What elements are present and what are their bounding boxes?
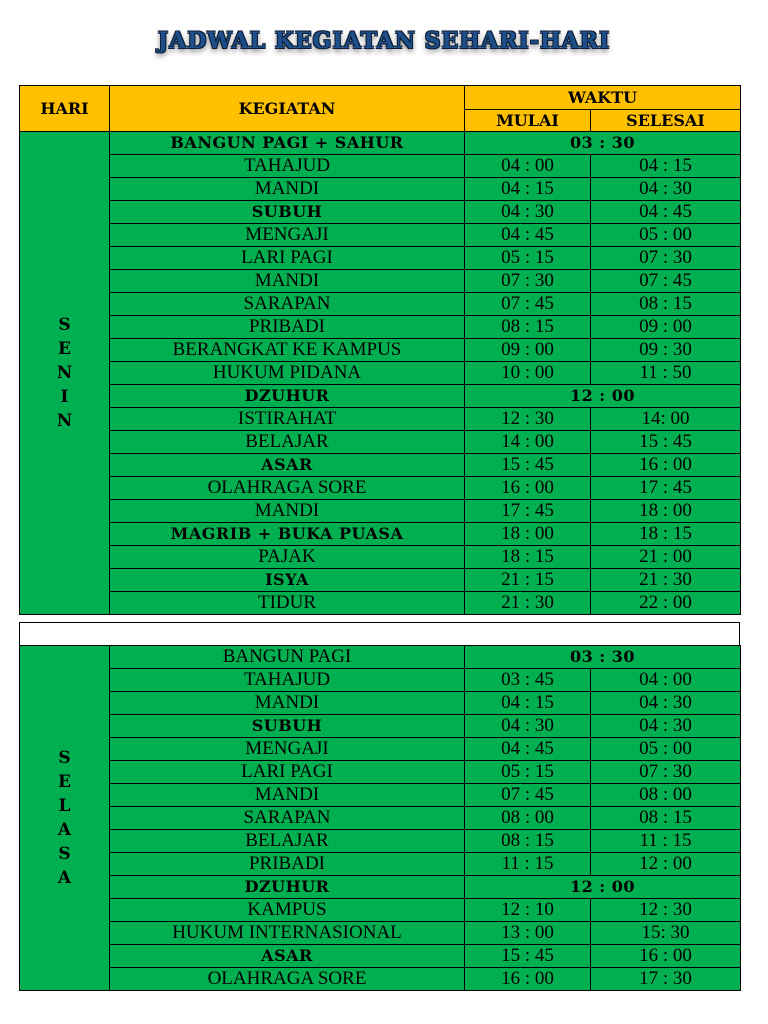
table-row (20, 692, 741, 715)
table-row (20, 715, 741, 738)
start-time-cell: 04 : 30 (465, 715, 591, 738)
schedule-table-selasa (19, 645, 741, 991)
end-time-cell: 11 : 15 (591, 830, 741, 853)
end-time-cell: 04 : 00 (591, 669, 741, 692)
header-kegiatan: KEGIATAN (110, 86, 465, 132)
end-time-cell: 11 : 50 (591, 362, 741, 385)
end-time-cell: 16 : 00 (591, 454, 741, 477)
start-time-cell: 15 : 45 (465, 945, 591, 968)
table-row (20, 546, 741, 569)
day-letter: E (58, 772, 71, 792)
end-time-cell: 09 : 30 (591, 339, 741, 362)
activity-cell: LARI PAGI (110, 761, 465, 784)
day-letter: S (58, 315, 71, 335)
table-row (20, 339, 741, 362)
day-letter: I (60, 387, 69, 407)
table-row (20, 899, 741, 922)
end-time-cell: 09 : 00 (591, 316, 741, 339)
activity-cell: SUBUH (110, 201, 465, 224)
activity-cell: SARAPAN (110, 807, 465, 830)
header-selesai: SELESAI (591, 110, 741, 132)
start-time-cell: 15 : 45 (465, 454, 591, 477)
start-time-cell: 04 : 45 (465, 224, 591, 247)
end-time-cell: 21 : 00 (591, 546, 741, 569)
activity-cell: MANDI (110, 784, 465, 807)
end-time-cell: 07 : 30 (591, 247, 741, 270)
activity-cell: TAHAJUD (110, 155, 465, 178)
header-row (20, 86, 741, 110)
activity-cell: ISYA (110, 569, 465, 592)
table-row (20, 569, 741, 592)
activity-cell: BERANGKAT KE KAMPUS (110, 339, 465, 362)
end-time-cell: 18 : 00 (591, 500, 741, 523)
end-time-cell: 18 : 15 (591, 523, 741, 546)
activity-cell: PAJAK (110, 546, 465, 569)
end-time-cell: 07 : 30 (591, 761, 741, 784)
activity-cell: OLAHRAGA SORE (110, 477, 465, 500)
table-row (20, 853, 741, 876)
day-letter: S (58, 748, 71, 768)
end-time-cell: 04 : 30 (591, 178, 741, 201)
schedule-table-senin (19, 85, 741, 615)
start-time-cell: 16 : 00 (465, 968, 591, 991)
activity-cell: ASAR (110, 945, 465, 968)
activity-cell: LARI PAGI (110, 247, 465, 270)
day-label-selasa (20, 646, 110, 991)
end-time-cell: 04 : 30 (591, 715, 741, 738)
start-time-cell: 11 : 15 (465, 853, 591, 876)
table-row (20, 316, 741, 339)
end-time-cell: 12 : 00 (591, 853, 741, 876)
end-time-cell: 21 : 30 (591, 569, 741, 592)
start-time-cell: 21 : 15 (465, 569, 591, 592)
day-label-senin (20, 132, 110, 615)
header-mulai: MULAI (465, 110, 591, 132)
start-time-cell: 16 : 00 (465, 477, 591, 500)
table-row (20, 738, 741, 761)
table-row (20, 385, 741, 408)
time-cell-merged: 12 : 00 (465, 385, 741, 408)
start-time-cell: 13 : 00 (465, 922, 591, 945)
end-time-cell: 12 : 30 (591, 899, 741, 922)
page-title: JADWAL KEGIATAN SEHARI-HARI (157, 28, 611, 54)
activity-cell: MANDI (110, 500, 465, 523)
start-time-cell: 18 : 15 (465, 546, 591, 569)
start-time-cell: 12 : 30 (465, 408, 591, 431)
start-time-cell: 07 : 45 (465, 784, 591, 807)
end-time-cell: 08 : 15 (591, 807, 741, 830)
start-time-cell: 07 : 30 (465, 270, 591, 293)
start-time-cell: 04 : 00 (465, 155, 591, 178)
activity-cell: MAGRIB + BUKA PUASA (110, 523, 465, 546)
time-cell-merged: 12 : 00 (465, 876, 741, 899)
header-waktu: WAKTU (465, 86, 741, 110)
activity-cell: HUKUM INTERNASIONAL (110, 922, 465, 945)
table-row (20, 224, 741, 247)
table-row (20, 362, 741, 385)
start-time-cell: 08 : 00 (465, 807, 591, 830)
header-hari: HARI (20, 86, 110, 132)
table-row (20, 807, 741, 830)
activity-cell: MENGAJI (110, 224, 465, 247)
time-cell-merged: 03 : 30 (465, 646, 741, 669)
table-row (20, 431, 741, 454)
activity-cell: TAHAJUD (110, 669, 465, 692)
start-time-cell: 09 : 00 (465, 339, 591, 362)
start-time-cell: 12 : 10 (465, 899, 591, 922)
activity-cell: KAMPUS (110, 899, 465, 922)
table-row (20, 830, 741, 853)
end-time-cell: 08 : 15 (591, 293, 741, 316)
time-cell-merged: 03 : 30 (465, 132, 741, 155)
activity-cell: DZUHUR (110, 876, 465, 899)
end-time-cell: 15: 30 (591, 922, 741, 945)
end-time-cell: 05 : 00 (591, 738, 741, 761)
activity-cell: PRIBADI (110, 853, 465, 876)
day-letter: A (57, 820, 72, 840)
day-letter: N (56, 411, 73, 431)
end-time-cell: 04 : 45 (591, 201, 741, 224)
activity-cell: BANGUN PAGI (110, 646, 465, 669)
activity-cell: DZUHUR (110, 385, 465, 408)
activity-cell: MANDI (110, 178, 465, 201)
start-time-cell: 17 : 45 (465, 500, 591, 523)
end-time-cell: 05 : 00 (591, 224, 741, 247)
activity-cell: ISTIRAHAT (110, 408, 465, 431)
activity-cell: MANDI (110, 692, 465, 715)
end-time-cell: 08 : 00 (591, 784, 741, 807)
start-time-cell: 14 : 00 (465, 431, 591, 454)
start-time-cell: 05 : 15 (465, 247, 591, 270)
activity-cell: ASAR (110, 454, 465, 477)
table-row (20, 761, 741, 784)
table-row (20, 247, 741, 270)
table-row (20, 646, 741, 669)
activity-cell: BELAJAR (110, 830, 465, 853)
table-row (20, 408, 741, 431)
table-row (20, 477, 741, 500)
end-time-cell: 14: 00 (591, 408, 741, 431)
start-time-cell: 03 : 45 (465, 669, 591, 692)
start-time-cell: 18 : 00 (465, 523, 591, 546)
table-row (20, 201, 741, 224)
end-time-cell: 17 : 45 (591, 477, 741, 500)
start-time-cell: 05 : 15 (465, 761, 591, 784)
day-letter: N (56, 363, 73, 383)
table-row (20, 523, 741, 546)
table-row (20, 500, 741, 523)
activity-cell: SUBUH (110, 715, 465, 738)
end-time-cell: 07 : 45 (591, 270, 741, 293)
end-time-cell: 04 : 30 (591, 692, 741, 715)
start-time-cell: 04 : 15 (465, 692, 591, 715)
activity-cell: HUKUM PIDANA (110, 362, 465, 385)
start-time-cell: 04 : 30 (465, 201, 591, 224)
table-row (20, 876, 741, 899)
activity-cell: OLAHRAGA SORE (110, 968, 465, 991)
activity-cell: SARAPAN (110, 293, 465, 316)
table-row (20, 968, 741, 991)
day-separator (19, 622, 740, 646)
activity-cell: BANGUN PAGI + SAHUR (110, 132, 465, 155)
table-row (20, 784, 741, 807)
activity-cell: BELAJAR (110, 431, 465, 454)
activity-cell: MENGAJI (110, 738, 465, 761)
end-time-cell: 04 : 15 (591, 155, 741, 178)
table-row (20, 592, 741, 615)
table-row (20, 669, 741, 692)
start-time-cell: 10 : 00 (465, 362, 591, 385)
end-time-cell: 17 : 30 (591, 968, 741, 991)
start-time-cell: 08 : 15 (465, 316, 591, 339)
table-row (20, 270, 741, 293)
start-time-cell: 04 : 45 (465, 738, 591, 761)
activity-cell: PRIBADI (110, 316, 465, 339)
activity-cell: MANDI (110, 270, 465, 293)
day-letter: E (58, 339, 71, 359)
start-time-cell: 04 : 15 (465, 178, 591, 201)
table-row (20, 922, 741, 945)
end-time-cell: 15 : 45 (591, 431, 741, 454)
start-time-cell: 07 : 45 (465, 293, 591, 316)
day-letter: A (57, 868, 72, 888)
activity-cell: TIDUR (110, 592, 465, 615)
day-letter: S (58, 844, 71, 864)
table-row (20, 178, 741, 201)
table-row (20, 155, 741, 178)
table-row (20, 293, 741, 316)
end-time-cell: 22 : 00 (591, 592, 741, 615)
end-time-cell: 16 : 00 (591, 945, 741, 968)
table-row (20, 454, 741, 477)
start-time-cell: 21 : 30 (465, 592, 591, 615)
table-row (20, 132, 741, 155)
table-row (20, 945, 741, 968)
day-letter: L (58, 796, 71, 816)
start-time-cell: 08 : 15 (465, 830, 591, 853)
